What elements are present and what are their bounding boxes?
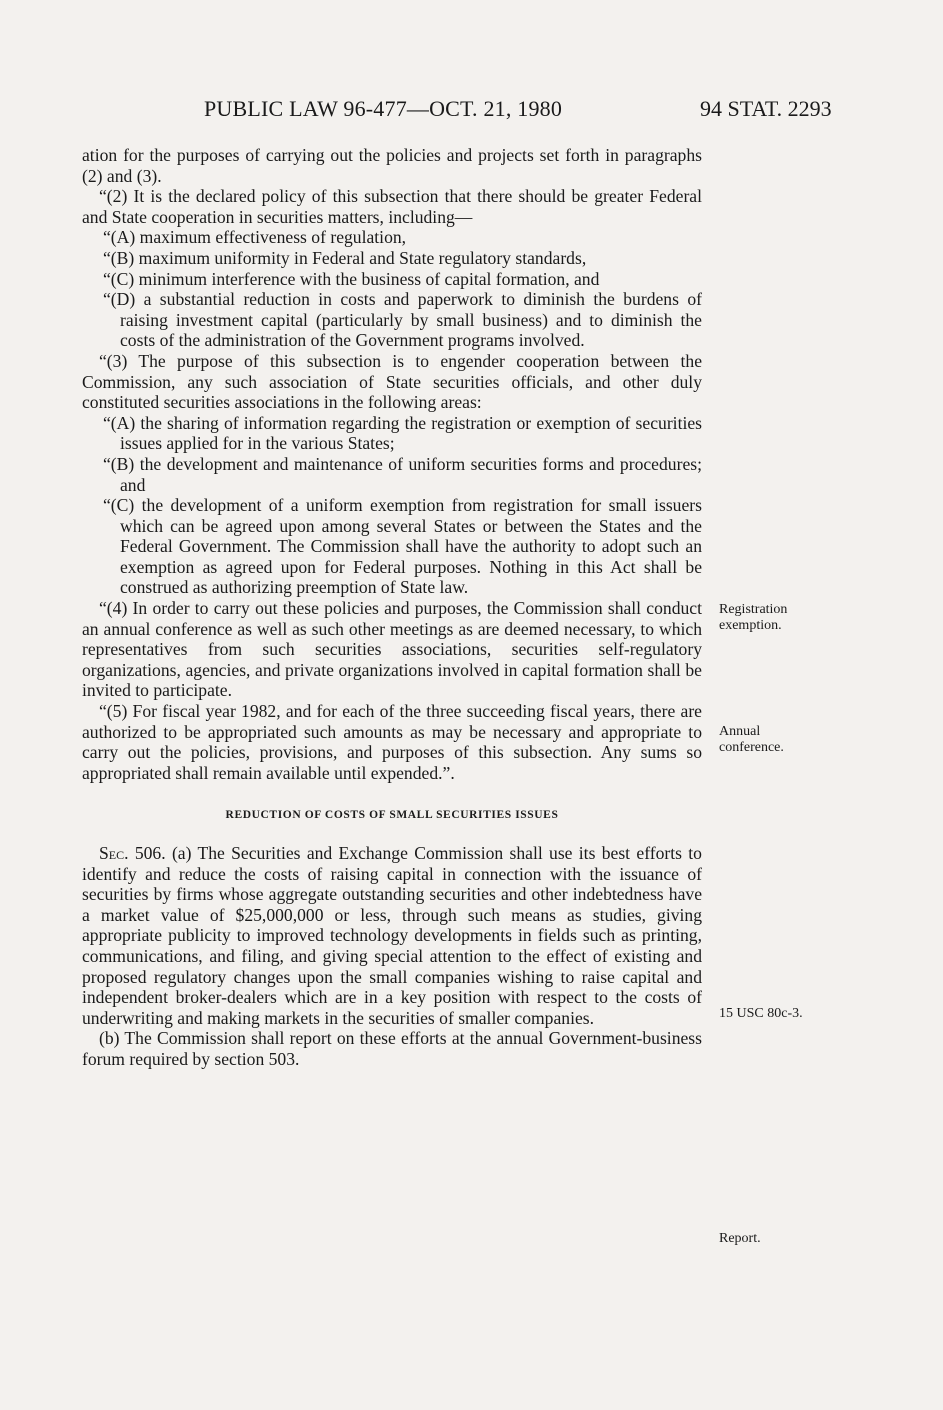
paragraph-3: “(3) The purpose of this subsection is to engender cooperation between the Commission, any such association of State securities officials, and other duly constituted securities associations in the following areas:	[82, 350, 702, 413]
section-506-a	[82, 843, 702, 1028]
margin-note-usc: 15 USC 80c-3.	[719, 1006, 803, 1021]
section-506-b: (b) The Commission shall report on these efforts at the annual Government-business forum required by section 503.	[82, 1028, 702, 1069]
paragraph-2-a: “(A) maximum effectiveness of regulation,	[103, 227, 407, 248]
section-heading: REDUCTION OF COSTS OF SMALL SECURITIES ISSUES	[225, 809, 559, 822]
paragraph-3-a: “(A) the sharing of information regarding the registration or exemption of securities issues applied for in the various States;	[103, 412, 702, 454]
paragraph-2-b: “(B) maximum uniformity in Federal and State regulatory standards,	[103, 247, 587, 268]
paragraph-2-d: “(D) a substantial reduction in costs and paperwork to diminish the burdens of raising investment capital (particularly by small business) and to diminish the costs of the administration of the Government programs involved.	[103, 289, 702, 351]
body-text	[82, 145, 702, 1070]
paragraph-5: “(5) For fiscal year 1982, and for each of the three succeeding fiscal years, there are authorized to be appropriated such amounts as may be necessary and appropriate to carry out the policies, provisions, and purposes of this subsection. Any sums so appropriated shall remain available until expended.”.	[82, 701, 702, 783]
paragraph-3-b: “(B) the development and maintenance of uniform securities forms and procedures; and	[103, 453, 702, 495]
paragraph-3-c: “(C) the development of a uniform exemption from registration for small issuers which can be agreed upon among several States or between the States and the Federal Government. The Commission shall have the authority to adopt such an exemption as agreed upon for Federal purposes. Nothing in this Act shall be construed as authorizing preemption of State law.	[103, 495, 702, 598]
paragraph-2-c: “(C) minimum interference with the business of capital formation, and	[103, 268, 600, 289]
paragraph-continuation: ation for the purposes of carrying out the policies and projects set forth in paragraphs (2) and (3).	[82, 145, 702, 186]
running-head-title: PUBLIC LAW 96-477—OCT. 21, 1980	[204, 96, 563, 121]
margin-note-report: Report.	[719, 1231, 761, 1246]
margin-note-annual: Annual conference.	[719, 724, 784, 755]
paragraph-2: “(2) It is the declared policy of this subsection that there should be greater Federal and State cooperation in securities matters, including—	[82, 186, 702, 227]
section-label: Sec. 506.	[99, 843, 166, 863]
paragraph-4: “(4) In order to carry out these policies and purposes, the Commission shall conduct an annual conference as well as such other meetings as are deemed necessary, to which representatives from such securities associations, securities self-regulatory organizations, agencies, and private organizations involved in capital formation shall be invited to participate.	[82, 598, 702, 701]
margin-note-registration: Registration exemption.	[719, 602, 788, 633]
page-stat-number: 94 STAT. 2293	[700, 96, 832, 121]
section-506-a-text: (a) The Securities and Exchange Commission shall use its best efforts to identify and reduce the costs of raising capital in connection with the issuance of securities by firms whose aggregate outstanding securities and other indebtedness have a market value of $25,000,000 or less, through such means as studies, giving appropriate publicity to improved technology developments in fields such as printing, communications, and filing, and giving special attention to the effect of existing and proposed regulatory changes upon the small companies wishing to raise capital and independent broker-dealers which are in a key position with respect to the costs of underwriting and making markets in the securities of smaller companies.	[82, 843, 702, 1028]
